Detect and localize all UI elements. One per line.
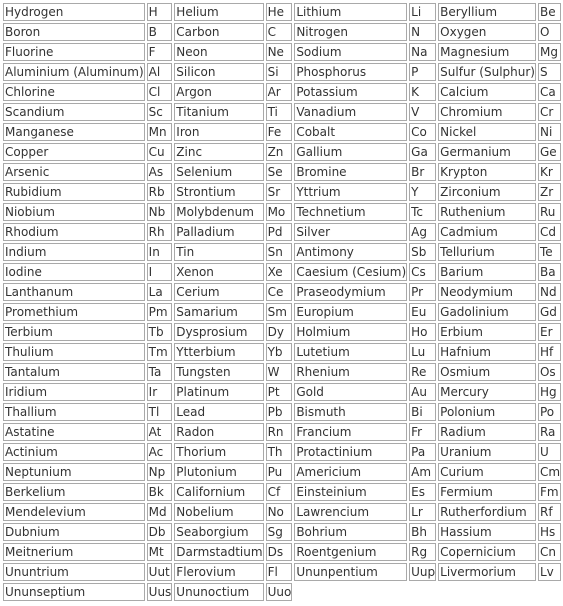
element-name-cell: Aluminium (Aluminum) (5, 65, 144, 79)
table-row (3, 43, 561, 61)
element-symbol-cell: Np (147, 463, 173, 481)
table-row (3, 283, 561, 301)
element-symbol-cell: Kr (538, 163, 561, 181)
table-body (3, 3, 561, 601)
element-name-cell: Thallium (3, 403, 145, 421)
element-name-cell: Germanium (438, 143, 536, 161)
element-symbol-cell: Os (538, 363, 561, 381)
element-name-cell: Copernicium (438, 543, 536, 561)
empty-cell (409, 583, 436, 601)
element-symbol-cell: Ba (538, 263, 561, 281)
element-name-cell: Gold (294, 383, 407, 401)
element-name-cell: Nickel (438, 123, 536, 141)
element-symbol-cell: Co (409, 123, 436, 141)
element-name-cell: Silver (294, 223, 407, 241)
element-name-cell: Titanium (174, 103, 263, 121)
element-name-cell: Mercury (438, 383, 536, 401)
element-symbol-cell: Uuo (267, 585, 292, 599)
element-name-cell: Tungsten (174, 363, 263, 381)
element-name-cell: Beryllium (438, 3, 536, 21)
element-symbol-cell: Ge (538, 143, 561, 161)
element-name-cell: Darmstadtium (176, 545, 263, 559)
element-name-cell: Magnesium (438, 43, 536, 61)
table-row (3, 383, 561, 401)
elements-table (1, 1, 563, 603)
element-symbol-cell: B (147, 23, 173, 41)
element-name-cell: Strontium (174, 183, 263, 201)
element-name-cell: Boron (3, 23, 145, 41)
element-name-cell: Ununoctium (174, 583, 263, 601)
element-name-cell: Ununtrium (3, 563, 145, 581)
element-symbol-cell: Po (538, 403, 561, 421)
element-name-cell: Thorium (174, 443, 263, 461)
element-symbol-cell: Pb (266, 403, 293, 421)
table-row (3, 523, 561, 541)
element-name-cell: Plutonium (174, 463, 263, 481)
element-symbol-cell: Al (147, 63, 173, 81)
element-symbol-cell: Ca (538, 83, 561, 101)
element-name-cell: Radium (438, 423, 536, 441)
element-name-cell: Dubnium (3, 523, 145, 541)
element-symbol-cell: Ra (538, 423, 561, 441)
element-name-cell: Uranium (438, 443, 536, 461)
element-symbol-cell: Bh (409, 523, 436, 541)
element-name-cell: Yttrium (294, 183, 407, 201)
element-name-cell: Lutetium (294, 343, 407, 361)
element-name-cell: Mendelevium (3, 503, 145, 521)
element-symbol-cell: Zr (538, 183, 561, 201)
table-row (3, 243, 561, 261)
element-name-cell: Neptunium (3, 463, 145, 481)
table-row (3, 203, 561, 221)
element-name-cell: Oxygen (438, 23, 536, 41)
element-name-cell: Einsteinium (294, 483, 407, 501)
table-row (3, 503, 561, 521)
element-name-cell: Platinum (174, 383, 263, 401)
element-symbol-cell: Pd (266, 223, 293, 241)
element-symbol-cell: Cn (538, 543, 561, 561)
table-row (3, 163, 561, 181)
table-row (3, 143, 561, 161)
element-symbol-cell: At (147, 423, 173, 441)
empty-cell (438, 583, 536, 601)
element-symbol-cell: Sn (266, 243, 293, 261)
element-name-cell: Ruthenium (438, 203, 536, 221)
element-symbol-cell: Rn (266, 423, 293, 441)
element-name-cell: Argon (174, 83, 263, 101)
element-symbol-cell: Sr (266, 183, 293, 201)
element-symbol-cell: S (538, 63, 561, 81)
element-symbol-cell: Db (147, 523, 173, 541)
element-name-cell: Tin (174, 243, 263, 261)
element-symbol-cell: No (266, 503, 293, 521)
element-symbol-cell: In (147, 243, 173, 261)
table-row (3, 223, 561, 241)
element-name-cell: Neon (174, 43, 263, 61)
element-name-cell: Chlorine (3, 83, 145, 101)
element-name-cell: Hafnium (438, 343, 536, 361)
element-name-cell: Radon (174, 423, 263, 441)
table-row (3, 63, 561, 81)
element-name-cell: Chromium (438, 103, 536, 121)
element-name-cell: Samarium (174, 303, 263, 321)
element-symbol-cell: As (147, 163, 173, 181)
element-name-cell: Zirconium (438, 183, 536, 201)
element-symbol-cell: Gd (538, 303, 561, 321)
element-name-cell: Gallium (294, 143, 407, 161)
element-name-cell: Bismuth (294, 403, 407, 421)
element-symbol-cell: Rg (409, 543, 436, 561)
element-name-cell: Cadmium (438, 223, 536, 241)
element-symbol-cell: Ds (266, 543, 293, 561)
element-symbol-cell: V (409, 103, 436, 121)
element-name-cell: Meitnerium (3, 543, 145, 561)
element-name-cell: Curium (438, 463, 536, 481)
element-name-cell: Fermium (438, 483, 536, 501)
element-name-cell: Scandium (3, 103, 145, 121)
element-name-cell: Rutherfordium (438, 503, 536, 521)
element-name-cell: Phosphorus (294, 63, 407, 81)
element-symbol-cell: Uup (411, 565, 436, 579)
element-name-cell: Thulium (3, 343, 145, 361)
element-symbol-cell: Si (266, 63, 293, 81)
element-symbol-cell: Tc (409, 203, 436, 221)
element-symbol-cell: Lv (538, 563, 561, 581)
element-symbol-cell: Xe (266, 263, 293, 281)
element-name-cell: Potassium (294, 83, 407, 101)
element-symbol-cell: P (409, 63, 436, 81)
empty-cell (538, 583, 561, 601)
table-row (3, 403, 561, 421)
element-symbol-cell: Pr (409, 283, 436, 301)
element-symbol-cell: O (538, 23, 561, 41)
element-name-cell: Roentgenium (294, 543, 407, 561)
element-symbol-cell: Fe (266, 123, 293, 141)
element-symbol-cell: Th (266, 443, 293, 461)
element-symbol-cell: Rf (538, 503, 561, 521)
element-symbol-cell: Mo (266, 203, 293, 221)
element-name-cell: Tellurium (438, 243, 536, 261)
element-symbol-cell: Sc (147, 103, 173, 121)
table-row (3, 423, 561, 441)
element-symbol-cell: Nb (147, 203, 173, 221)
element-name-cell: Actinium (3, 443, 145, 461)
element-name-cell: Carbon (174, 23, 263, 41)
element-name-cell: Molybdenum (174, 203, 263, 221)
element-symbol-cell: Ar (266, 83, 293, 101)
table-row (3, 363, 561, 381)
element-symbol-cell: Se (266, 163, 293, 181)
element-name-cell: Caesium (Cesium) (296, 265, 407, 279)
element-symbol-cell: Li (409, 3, 436, 21)
element-symbol-cell: Hg (538, 383, 561, 401)
element-symbol-cell: Ag (409, 223, 436, 241)
element-symbol-cell: F (147, 43, 173, 61)
element-symbol-cell: Ce (266, 283, 293, 301)
element-symbol-cell: Ti (266, 103, 293, 121)
element-symbol-cell: Ga (409, 143, 436, 161)
element-symbol-cell: I (147, 263, 173, 281)
element-name-cell: Praseodymium (294, 283, 407, 301)
element-symbol-cell: Cm (539, 465, 561, 479)
element-name-cell: Helium (174, 3, 263, 21)
element-symbol-cell: Hs (538, 523, 561, 541)
element-symbol-cell: Br (409, 163, 436, 181)
table-row (3, 183, 561, 201)
element-symbol-cell: La (147, 283, 173, 301)
element-name-cell: Lawrencium (294, 503, 407, 521)
element-name-cell: Cobalt (294, 123, 407, 141)
element-name-cell: Hydrogen (3, 3, 145, 21)
element-symbol-cell: Pu (266, 463, 293, 481)
element-symbol-cell: Pm (147, 303, 173, 321)
element-symbol-cell: Te (538, 243, 561, 261)
element-symbol-cell: Cd (538, 223, 561, 241)
element-name-cell: Zinc (174, 143, 263, 161)
element-symbol-cell: Ru (538, 203, 561, 221)
element-symbol-cell: Dy (266, 323, 293, 341)
element-name-cell: Ytterbium (174, 343, 263, 361)
element-name-cell: Fluorine (3, 43, 145, 61)
element-name-cell: Livermorium (438, 563, 536, 581)
element-symbol-cell: N (409, 23, 436, 41)
table-row (3, 583, 561, 601)
element-name-cell: Promethium (3, 303, 145, 321)
element-symbol-cell: Eu (409, 303, 436, 321)
element-name-cell: Manganese (3, 123, 145, 141)
element-name-cell: Americium (294, 463, 407, 481)
table-row (3, 303, 561, 321)
element-symbol-cell: Na (409, 43, 436, 61)
element-name-cell: Hassium (438, 523, 536, 541)
element-name-cell: Flerovium (174, 563, 263, 581)
element-symbol-cell: Rh (147, 223, 173, 241)
element-name-cell: Nitrogen (294, 23, 407, 41)
element-symbol-cell: Hf (538, 343, 561, 361)
element-name-cell: Berkelium (3, 483, 145, 501)
element-name-cell: Technetium (294, 203, 407, 221)
element-name-cell: Bohrium (294, 523, 407, 541)
element-symbol-cell: Yb (266, 343, 293, 361)
element-symbol-cell: Es (409, 483, 436, 501)
element-symbol-cell: Y (409, 183, 436, 201)
element-symbol-cell: Re (409, 363, 436, 381)
element-symbol-cell: Sm (266, 303, 293, 321)
element-name-cell: Lanthanum (3, 283, 145, 301)
element-symbol-cell: Sg (266, 523, 293, 541)
element-symbol-cell: C (266, 23, 293, 41)
element-symbol-cell: Md (147, 503, 173, 521)
element-name-cell: Nobelium (174, 503, 263, 521)
element-symbol-cell: Am (409, 463, 436, 481)
element-name-cell: Gadolinium (438, 303, 536, 321)
element-symbol-cell: He (266, 3, 293, 21)
element-name-cell: Calcium (438, 83, 536, 101)
element-symbol-cell: Mn (147, 123, 173, 141)
element-symbol-cell: Pa (409, 443, 436, 461)
element-name-cell: Silicon (174, 63, 263, 81)
element-symbol-cell: Uut (147, 563, 173, 581)
element-name-cell: Europium (294, 303, 407, 321)
table-row (3, 103, 561, 121)
element-symbol-cell: U (538, 443, 561, 461)
element-name-cell: Niobium (3, 203, 145, 221)
table-row (3, 563, 561, 581)
element-name-cell: Francium (294, 423, 407, 441)
element-name-cell: Osmium (438, 363, 536, 381)
table-row (3, 443, 561, 461)
element-symbol-cell: Bi (409, 403, 436, 421)
empty-cell (294, 583, 407, 601)
table-row (3, 343, 561, 361)
element-symbol-cell: Ni (538, 123, 561, 141)
element-name-cell: Erbium (438, 323, 536, 341)
element-symbol-cell: Be (538, 3, 561, 21)
element-symbol-cell: K (409, 83, 436, 101)
element-symbol-cell: Tb (147, 323, 173, 341)
element-name-cell: Indium (3, 243, 145, 261)
table-row (3, 463, 561, 481)
element-name-cell: Barium (438, 263, 536, 281)
element-symbol-cell: Tm (147, 343, 173, 361)
element-symbol-cell: Cl (147, 83, 173, 101)
element-symbol-cell: Ac (147, 443, 173, 461)
element-symbol-cell: Mt (147, 543, 173, 561)
element-name-cell: Astatine (3, 423, 145, 441)
element-name-cell: Ununpentium (294, 563, 407, 581)
table-row (3, 323, 561, 341)
element-name-cell: Krypton (438, 163, 536, 181)
table-row (3, 543, 561, 561)
element-name-cell: Lead (174, 403, 263, 421)
element-name-cell: Antimony (294, 243, 407, 261)
element-symbol-cell: W (266, 363, 293, 381)
element-symbol-cell: H (147, 3, 173, 21)
element-name-cell: Sodium (294, 43, 407, 61)
element-name-cell: Tantalum (3, 363, 145, 381)
element-symbol-cell: Cf (266, 483, 293, 501)
element-symbol-cell: Au (409, 383, 436, 401)
table-row (3, 23, 561, 41)
element-name-cell: Rubidium (3, 183, 145, 201)
element-name-cell: Californium (174, 483, 263, 501)
element-symbol-cell: Tl (147, 403, 173, 421)
element-name-cell: Cerium (174, 283, 263, 301)
table-row (3, 3, 561, 21)
table-row (3, 263, 561, 281)
element-symbol-cell: Cu (147, 143, 173, 161)
element-name-cell: Rhenium (294, 363, 407, 381)
element-symbol-cell: Fr (409, 423, 436, 441)
table-row (3, 483, 561, 501)
element-name-cell: Sulfur (Sulphur) (440, 65, 535, 79)
element-name-cell: Palladium (174, 223, 263, 241)
table-row (3, 123, 561, 141)
element-symbol-cell: Bk (147, 483, 173, 501)
element-name-cell: Iodine (3, 263, 145, 281)
element-symbol-cell: Ir (147, 383, 173, 401)
element-symbol-cell: Mg (538, 43, 561, 61)
element-symbol-cell: Lr (409, 503, 436, 521)
element-name-cell: Neodymium (438, 283, 536, 301)
element-name-cell: Bromine (294, 163, 407, 181)
element-symbol-cell: Lu (409, 343, 436, 361)
element-name-cell: Rhodium (3, 223, 145, 241)
element-name-cell: Dysprosium (174, 323, 263, 341)
element-symbol-cell: Nd (538, 283, 561, 301)
element-name-cell: Iron (174, 123, 263, 141)
element-symbol-cell: Sb (409, 243, 436, 261)
element-symbol-cell: Cs (409, 263, 436, 281)
element-symbol-cell: Ne (266, 43, 293, 61)
element-name-cell: Protactinium (294, 443, 407, 461)
element-name-cell: Polonium (438, 403, 536, 421)
element-name-cell: Terbium (3, 323, 145, 341)
element-name-cell: Seaborgium (174, 523, 263, 541)
element-name-cell: Xenon (174, 263, 263, 281)
element-name-cell: Holmium (294, 323, 407, 341)
element-symbol-cell: Cr (538, 103, 561, 121)
element-name-cell: Vanadium (294, 103, 407, 121)
element-name-cell: Iridium (3, 383, 145, 401)
element-symbol-cell: Uus (148, 585, 172, 599)
element-symbol-cell: Ta (147, 363, 173, 381)
element-symbol-cell: Zn (266, 143, 293, 161)
element-symbol-cell: Ho (409, 323, 436, 341)
element-symbol-cell: Fl (266, 563, 293, 581)
element-symbol-cell: Er (538, 323, 561, 341)
element-symbol-cell: Pt (266, 383, 293, 401)
element-name-cell: Arsenic (3, 163, 145, 181)
table-row (3, 83, 561, 101)
element-name-cell: Selenium (174, 163, 263, 181)
element-symbol-cell: Fm (538, 483, 561, 501)
element-name-cell: Copper (3, 143, 145, 161)
element-name-cell: Ununseptium (3, 583, 145, 601)
element-symbol-cell: Rb (147, 183, 173, 201)
element-name-cell: Lithium (294, 3, 407, 21)
